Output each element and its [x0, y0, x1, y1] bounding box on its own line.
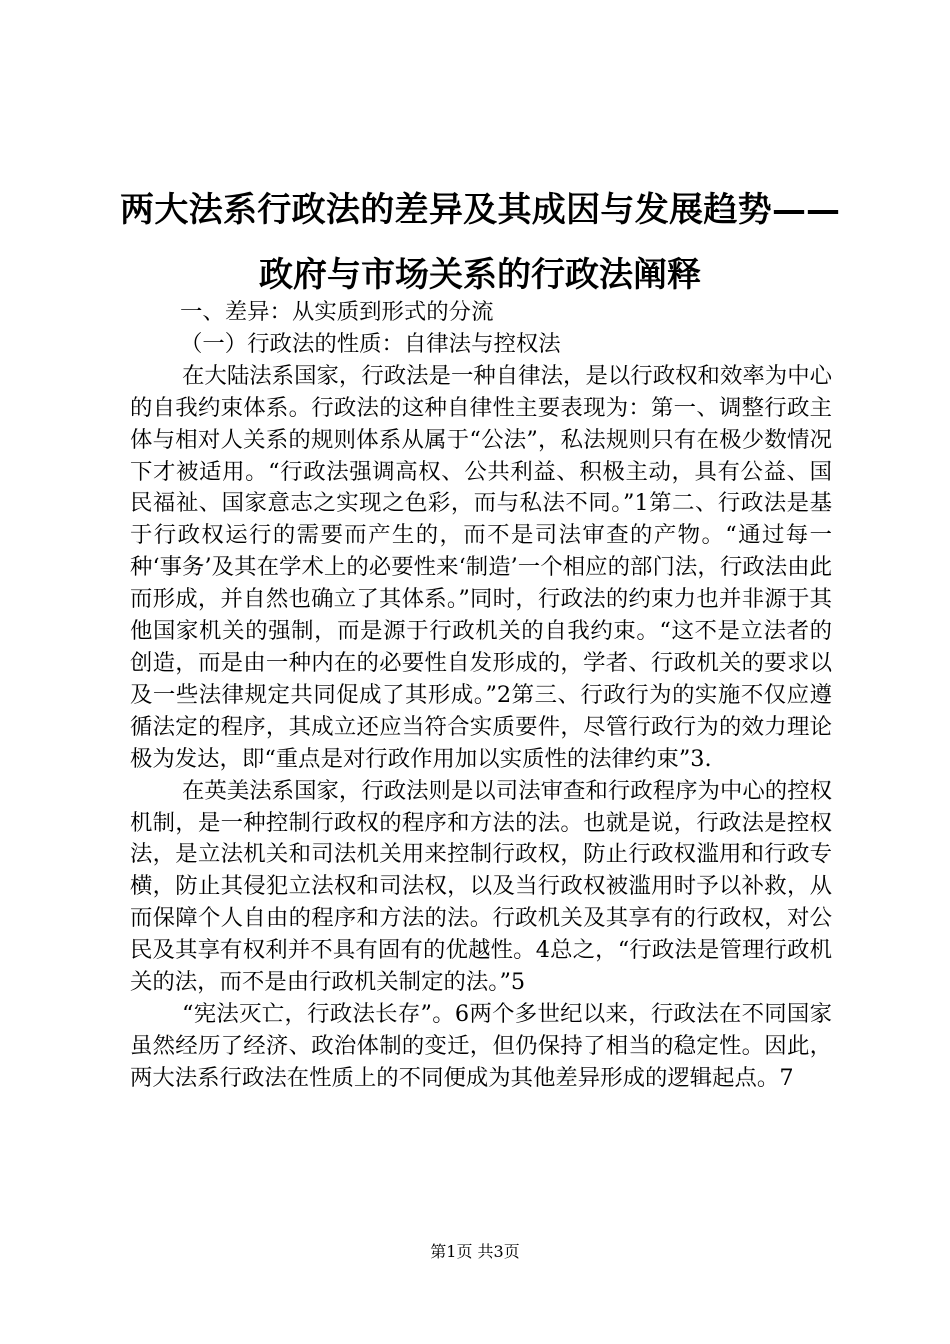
- page-footer: 第1页 共3页: [430, 1242, 520, 1261]
- paragraph-conclusion: “宪法灭亡，行政法长存”。6两个多世纪以来，行政法在不同国家虽然经历了经济、政治体制的变迁，但仍保持了相当的稳定性。因此，两大法系行政法在性质上的不同便成为其他差异形成的逻辑起点。7: [130, 1000, 832, 1091]
- document-title: 两大法系行政法的差异及其成因与发展趋势——政府与市场关系的行政法阐释: [120, 190, 840, 295]
- paragraph-common-law: 在英美法系国家，行政法则是以司法审查和行政程序为中心的控权机制，是一种控制行政权的程序和方法的法。也就是说，行政法是控权法，是立法机关和司法机关用来控制行政权，防止行政权滥用和行政专横，防止其侵犯立法权和司法权，以及当行政权被滥用时予以补救，从而保障个人自由的程序和方法的法。行政机关及其享有的行政权，对公民及其享有权利并不具有固有的优越性。4总之，“行政法是管理行政机关的法，而不是由行政机关制定的法。”5: [130, 777, 832, 996]
- paragraph-civil-law: 在大陆法系国家，行政法是一种自律法，是以行政权和效率为中心的自我约束体系。行政法的这种自律性主要表现为：第一、调整行政主体与相对人关系的规则体系从属于“公法”，私法规则只有在极少数情况下才被适用。“行政法强调高权、公共利益、积极主动，具有公益、国民福祉、国家意志之实现之色彩，而与私法不同。”1第二、行政法是基于行政权运行的需要而产生的，而不是司法审查的产物。“通过每一种‘事务’及其在学术上的必要性来‘制造’一个相应的部门法，行政法由此而形成，并自然也确立了其体系。”同时，行政法的约束力也并非源于其他国家机关的强制，而是源于行政机关的自我约束。“这不是立法者的创造，而是由一种内在的必要性自发形成的，学者、行政机关的要求以及一些法律规定共同促成了其形成。”2第三、行政行为的实施不仅应遵循法定的程序，其成立还应当符合实质要件，尽管行政行为的效力理论极为发达，即“重点是对行政作用加以实质性的法律约束”3.: [130, 362, 832, 772]
- subsection-heading: （一）行政法的性质：自律法与控权法: [180, 330, 561, 357]
- section-heading: 一、差异：从实质到形式的分流: [180, 299, 494, 325]
- document-body: [130, 297, 832, 1095]
